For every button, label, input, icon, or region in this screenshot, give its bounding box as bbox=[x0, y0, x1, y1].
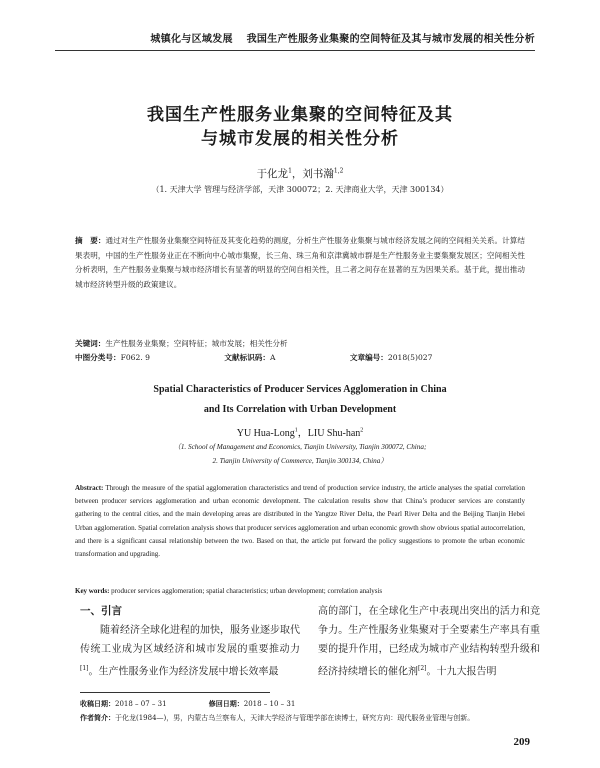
chinese-abstract-text: 通过对生产性服务业集聚空间特征及其变化趋势的测度，分析生产性服务业集聚与城市经济发展之间的空间相关关系。计算结果表明，中国的生产性服务业正在不断向中心城市集聚，长三角、珠三角和京津冀城市群是生产性服务业主要集聚发展区；空间相关性分析表明，生产性服务业集聚与城市经济增长有显著的明显的空间自相关性，且二者之间存在显著的互为因果关系。基于此，提出推动城市经济转型升级的政策建议。 bbox=[75, 236, 525, 289]
english-author-yu-mark: 1 bbox=[294, 427, 298, 434]
citation-1: [1] bbox=[80, 665, 89, 672]
english-author-liu: ，LIU Shu-han bbox=[297, 428, 361, 439]
footnote-dates bbox=[80, 699, 530, 709]
author-yu: 于化龙 bbox=[256, 168, 289, 180]
header-divider bbox=[55, 50, 535, 51]
chinese-affiliation: （1. 天津大学 管理与经济学部，天津 300072；2. 天津商业大学，天津 300134） bbox=[151, 185, 449, 194]
running-header bbox=[55, 30, 535, 48]
author-liu-affil-mark: 1,2 bbox=[333, 167, 344, 175]
chinese-abstract bbox=[75, 234, 525, 292]
bio-text: 于化龙(1984—)，男，内蒙古乌兰察布人，天津大学经济与管理学部在读博士，研究方向：现代服务业管理与创新。 bbox=[115, 714, 475, 722]
footnote-divider bbox=[80, 692, 270, 693]
revised-date bbox=[209, 700, 316, 708]
chinese-keywords bbox=[75, 338, 525, 349]
body-left-text: 随着经济全球化进程的加快，服务业逐步取代传统工业成为区域经济和城市发展的重要推动力 bbox=[80, 625, 300, 655]
english-affiliation bbox=[0, 440, 600, 468]
chinese-title bbox=[60, 103, 540, 151]
doc-label: 文献标识码： bbox=[224, 353, 270, 362]
footnote-author-bio bbox=[80, 713, 530, 723]
document-code bbox=[224, 353, 311, 362]
author-yu-affil-mark: 1 bbox=[288, 167, 292, 175]
english-abstract-label: Abstract: bbox=[75, 484, 104, 492]
english-title-line2: and Its Correlation with Urban Development bbox=[203, 404, 397, 415]
received-label: 收稿日期： bbox=[80, 699, 115, 708]
section-heading-introduction: 一、引言 bbox=[80, 605, 122, 617]
body-right-text2: 。十九大报告明 bbox=[426, 666, 497, 678]
clc-value: F062. 9 bbox=[120, 353, 150, 362]
author-liu: ，刘书瀚 bbox=[291, 168, 334, 180]
english-author-liu-mark: 2 bbox=[360, 427, 364, 434]
received-value: 2018 – 07 – 31 bbox=[115, 700, 167, 708]
english-keywords-label: Key words: bbox=[75, 587, 110, 595]
body-column-left bbox=[80, 602, 300, 681]
english-abstract-text: Through the measure of the spatial agglomeration characteristics and trend of production service industry, the article analyses the spatial correlation between producer services agglomeration and urban economic development. The calculation results show that China’s producer services are constantly gathering to the central cities, and the main developing areas are distributed in the Yangtze River Delta, the Pearl River Delta and the Beijing Tianjin Hebei Urban agglomeration. Spatial correlation analysis shows that producer services agglomeration and urban economic growth show obvious spatial autocorrelation, and there is a significant causal relationship between the two. Based on that, the article put forward the policy suggestions to promote the urban economic transformation and upgrading. bbox=[75, 484, 526, 559]
classification-line bbox=[75, 352, 525, 363]
revised-label: 修回日期： bbox=[208, 699, 244, 708]
article-label: 文章编号： bbox=[349, 353, 388, 362]
chinese-keywords-text: 生产性服务业集聚；空间特征；城市发展；相关性分析 bbox=[105, 339, 288, 348]
english-keywords-text: producer services agglomeration; spatial characteristics; urban development; correlation analysis bbox=[111, 587, 383, 595]
header-section: 城镇化与区域发展 bbox=[150, 34, 233, 45]
english-title bbox=[60, 380, 540, 420]
english-affiliation-line2: 2. Tianjin University of Commerce, Tianjin 300134, China） bbox=[212, 457, 388, 465]
english-abstract bbox=[75, 482, 525, 561]
revised-value: 2018 – 10 – 31 bbox=[243, 700, 296, 708]
english-keywords bbox=[75, 587, 525, 595]
chinese-keywords-label: 关键词： bbox=[75, 339, 106, 348]
body-right-text: 高的部门，在全球化生产中表现出突出的活力和竞争力。生产性服务业集聚对于全要素生产率具有重要的提升作用，已经成为城市产业结构转型升级和经济持续增长的催化剂 bbox=[318, 606, 540, 678]
received-date bbox=[80, 700, 187, 708]
chinese-abstract-label: 摘 要： bbox=[75, 236, 106, 245]
doc-value: A bbox=[269, 353, 276, 362]
clc-number bbox=[75, 353, 186, 362]
clc-label: 中图分类号： bbox=[75, 353, 121, 362]
body-paragraph-left bbox=[80, 621, 300, 681]
chinese-authors bbox=[0, 166, 600, 181]
chinese-title-line2: 与城市发展的相关性分析 bbox=[201, 129, 399, 149]
body-left-text2: 。生产性服务业作为经济发展中增长效率最 bbox=[88, 666, 279, 678]
english-author-yu: YU Hua-Long bbox=[236, 428, 295, 439]
english-authors bbox=[0, 424, 600, 439]
page-number: 209 bbox=[513, 736, 530, 748]
body-paragraph-right bbox=[318, 602, 540, 681]
citation-2: [2] bbox=[418, 665, 427, 672]
chinese-title-line1: 我国生产性服务业集聚的空间特征及其 bbox=[147, 105, 453, 125]
english-title-line1: Spatial Characteristics of Producer Services Agglomeration in China bbox=[153, 384, 447, 395]
article-number bbox=[350, 353, 469, 362]
english-affiliation-line1: （1. School of Management and Economics, Tianjin University, Tianjin 300072, China; bbox=[173, 443, 427, 451]
article-value: 2018(5)027 bbox=[387, 353, 433, 362]
body-column-right bbox=[318, 602, 540, 681]
header-running-title: 我国生产性服务业集聚的空间特征及其与城市发展的相关性分析 bbox=[246, 34, 535, 45]
bio-label: 作者简介： bbox=[80, 713, 115, 722]
